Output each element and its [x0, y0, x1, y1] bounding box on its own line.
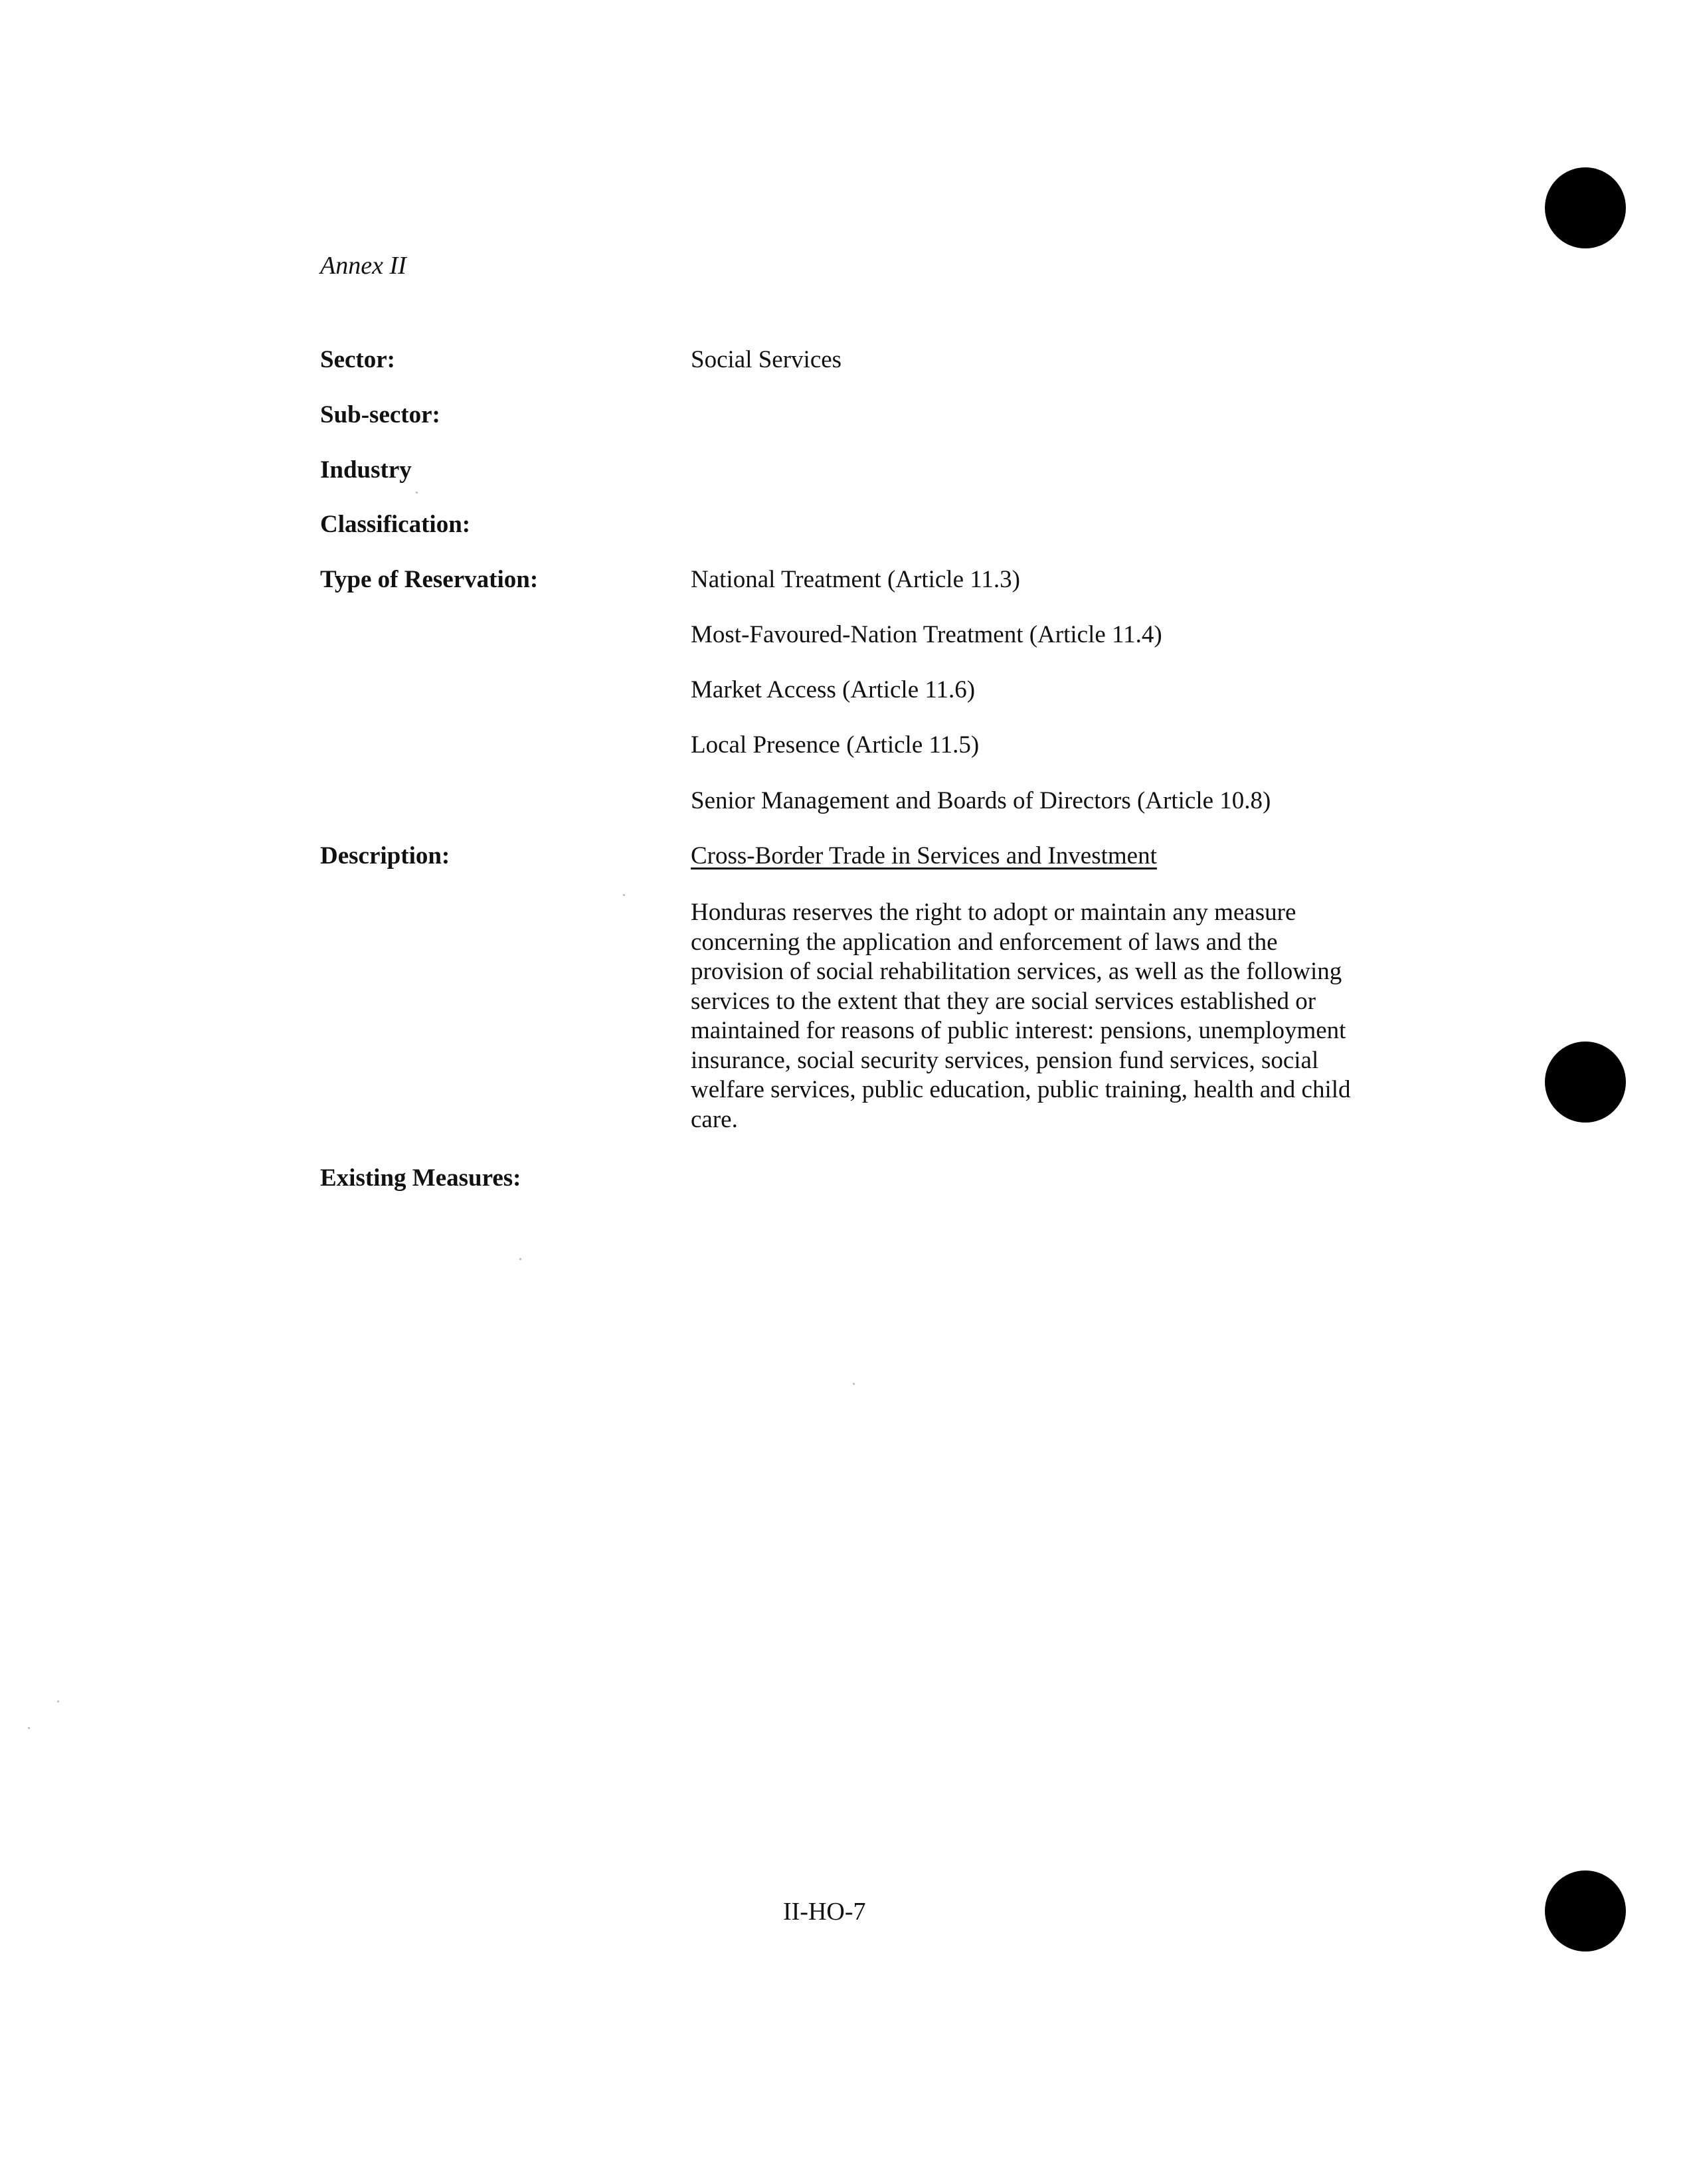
reservation-item: Senior Management and Boards of Directors (Article 10.8): [691, 787, 1271, 814]
classification-label: Classification:: [320, 511, 471, 538]
reservation-item: Local Presence (Article 11.5): [691, 731, 980, 759]
sector-value: Social Services: [691, 346, 842, 373]
description-text: Honduras reserves the right to adopt or maintain any measure concerning the application and enforcement of laws and the provision of social rehabilitation services, as well as the following services to the extent that they are social services established or maintained for reasons of public interest: pensions, unemployment insurance, social security services, pension fund services, social welfare services, public education, public training, health and child care.: [691, 899, 1351, 1133]
punch-hole-top: [1545, 167, 1626, 248]
reservation-item: National Treatment (Article 11.3): [691, 566, 1020, 593]
punch-hole-middle: [1545, 1042, 1626, 1123]
punch-hole-bottom: [1545, 1870, 1626, 1952]
sector-label: Sector:: [320, 346, 395, 373]
description-label: Description:: [320, 842, 450, 869]
reservation-item: Market Access (Article 11.6): [691, 676, 976, 703]
industry-label: Industry: [320, 456, 412, 484]
reservation-label: Type of Reservation:: [320, 566, 539, 593]
annex-title: Annex II: [320, 252, 406, 280]
description-heading: Cross-Border Trade in Services and Investment: [691, 842, 1157, 869]
scan-speck: [28, 1727, 30, 1729]
scan-speck: [853, 1383, 855, 1385]
existing-measures-label: Existing Measures:: [320, 1164, 521, 1192]
scan-speck: [416, 492, 418, 494]
subsector-label: Sub-sector:: [320, 401, 440, 428]
scan-speck: [519, 1258, 521, 1260]
scan-speck: [623, 894, 625, 896]
page-number: II-HO-7: [783, 1898, 866, 1926]
reservation-item: Most-Favoured-Nation Treatment (Article 11.4): [691, 621, 1162, 648]
scan-speck: [57, 1700, 59, 1702]
